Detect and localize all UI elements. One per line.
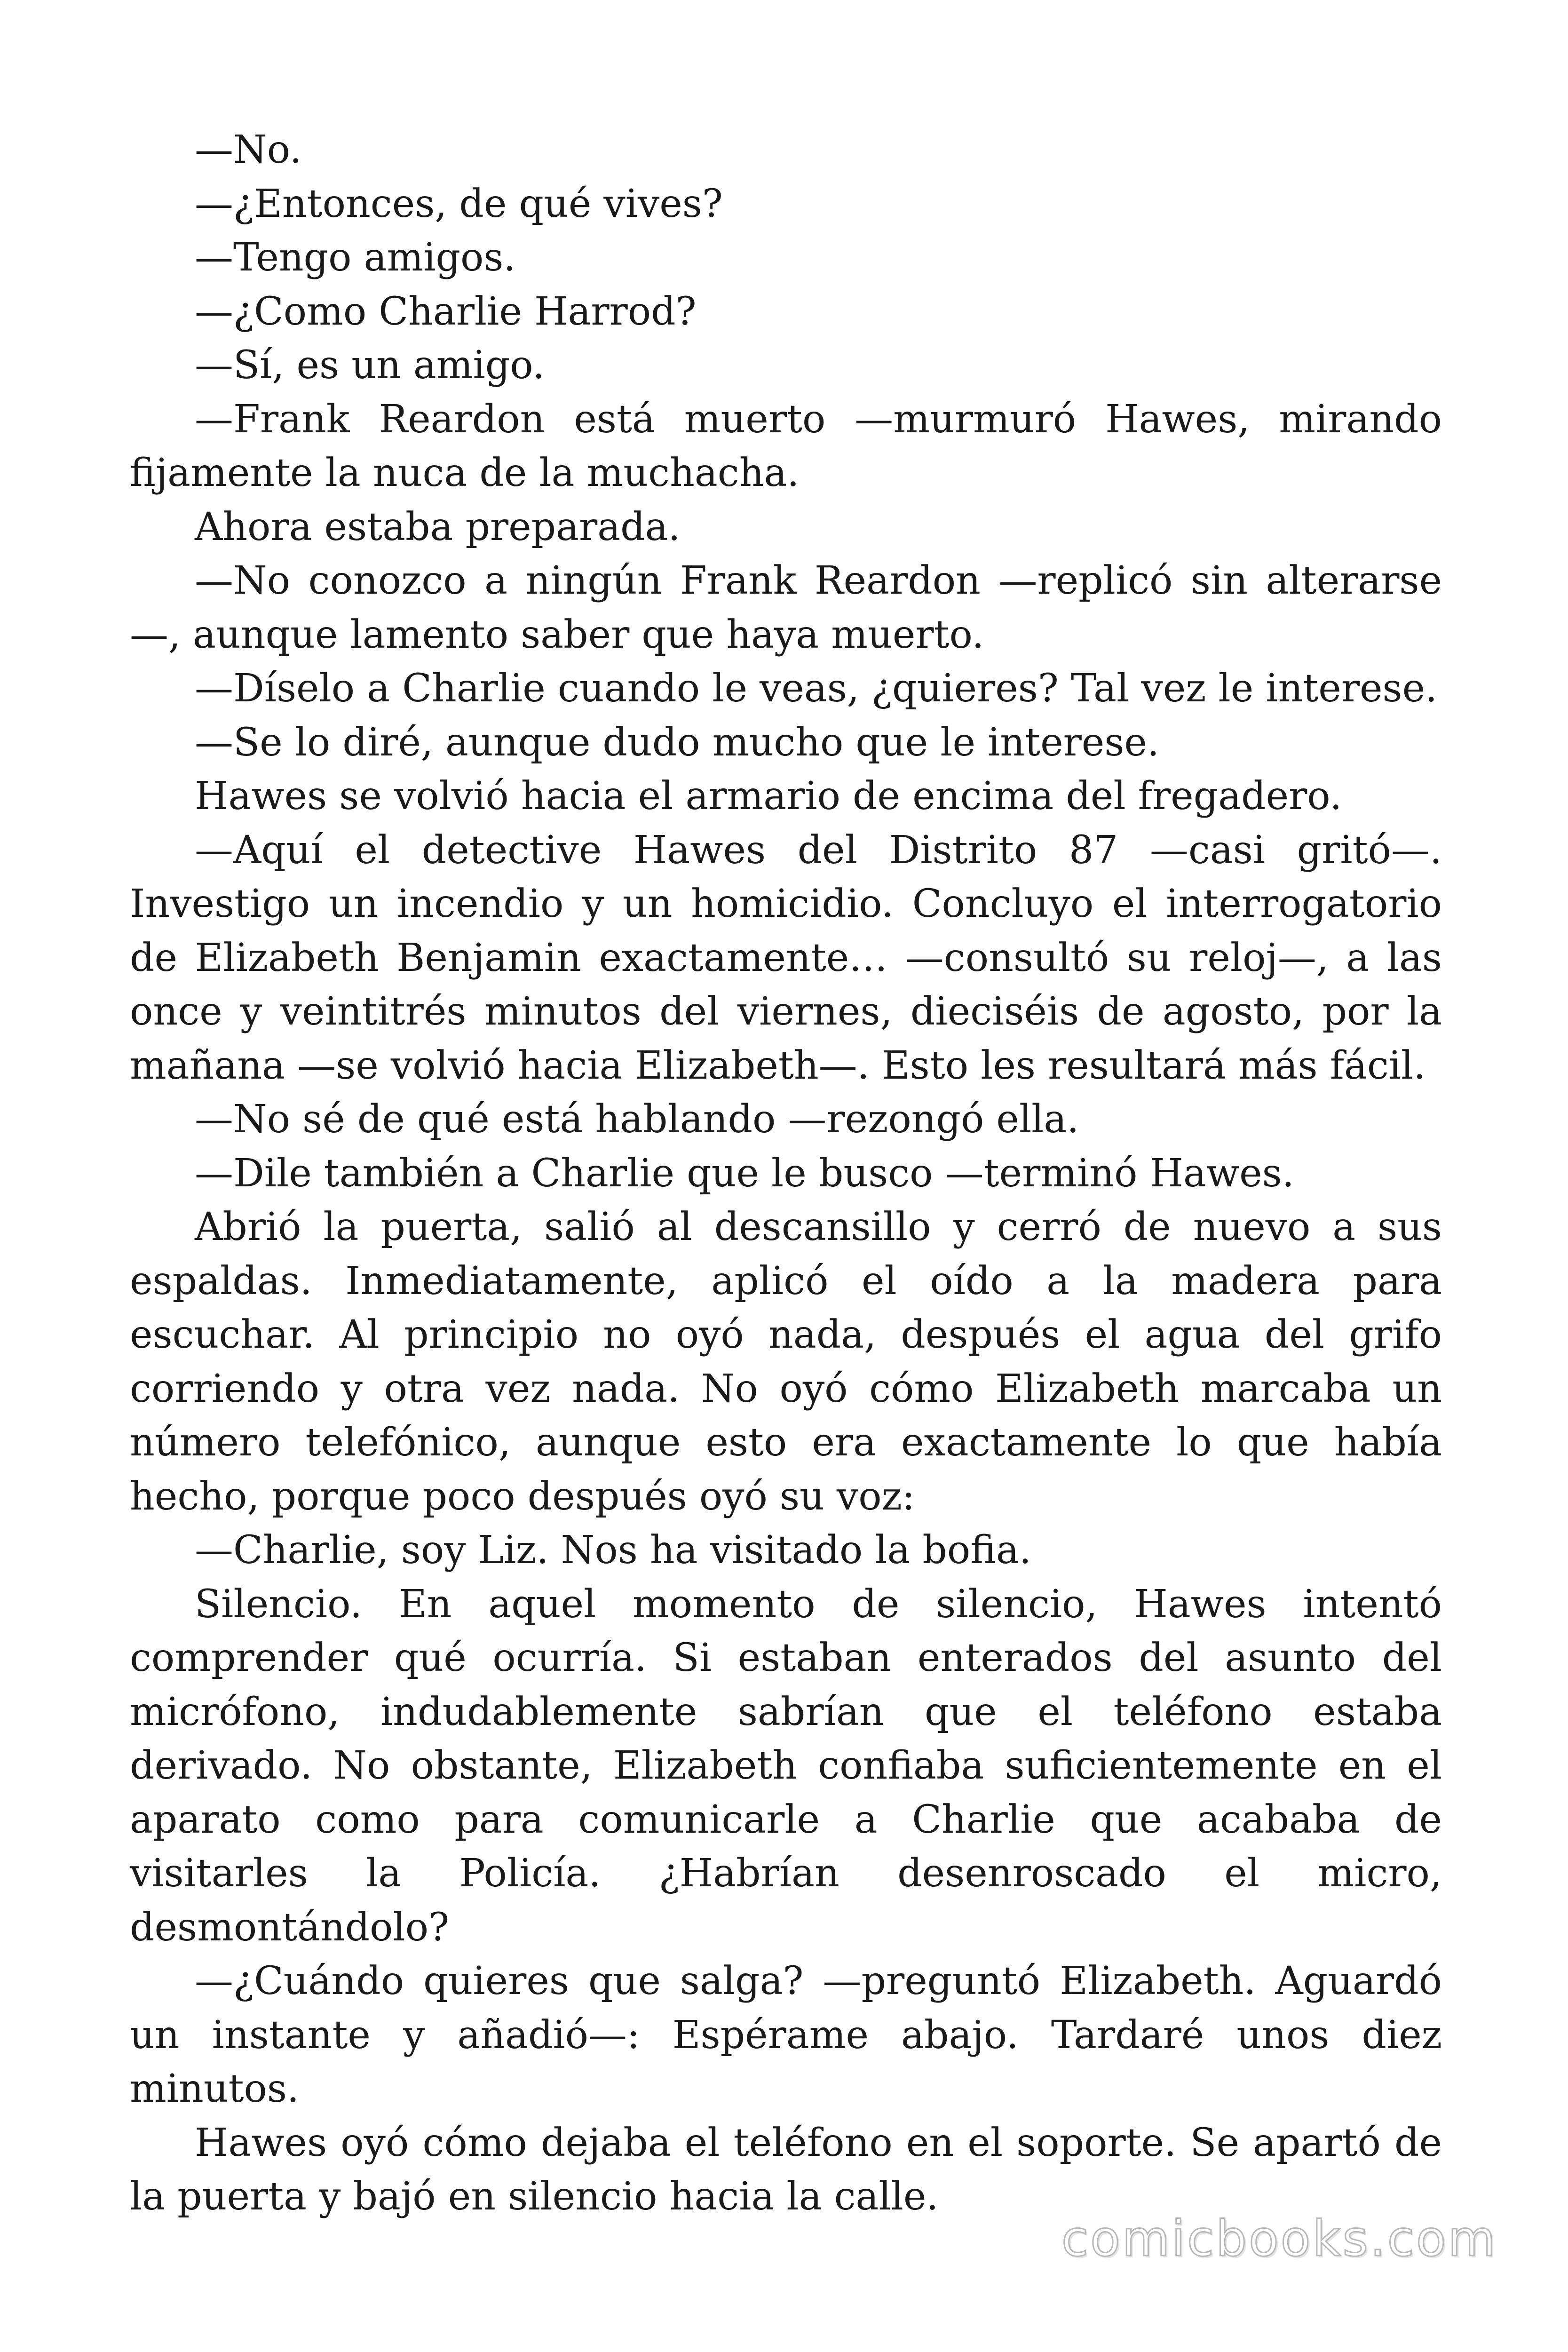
paragraph: Hawes oyó cómo dejaba el teléfono en el soporte. Se apartó de la puerta y bajó en silencio hacia la calle. — [130, 2120, 1442, 2219]
paragraph: —No. — [195, 127, 302, 172]
paragraph: —Frank Reardon está muerto —murmuró Hawes, mirando fijamente la nuca de la muchacha. — [130, 397, 1442, 495]
paragraph: Ahora estaba preparada. — [195, 504, 681, 549]
paragraph: —Díselo a Charlie cuando le veas, ¿quieres? Tal vez le interese. — [195, 666, 1438, 711]
paragraph: —No sé de qué está hablando —rezongó ella. — [195, 1097, 1079, 1142]
paragraph: —Tengo amigos. — [195, 235, 516, 280]
paragraph: —Dile también a Charlie que le busco —terminó Hawes. — [195, 1151, 1294, 1196]
paragraph: Abrió la puerta, salió al descansillo y cerró de nuevo a sus espaldas. Inmediatamente, aplicó el oído a la madera para escuchar. Al principio no oyó nada, después el agua del grifo corriendo y otra vez nada. No oyó cómo Elizabeth marcaba un número telefónico, aunque esto era exactamente lo que había hecho, porque poco después oyó su voz: — [130, 1205, 1442, 1519]
paragraph: —¿Cuándo quieres que salga? —preguntó Elizabeth. Aguardó un instante y añadió—: Espérame abajo. Tardaré unos diez minutos. — [130, 1959, 1442, 2111]
page-body — [130, 123, 1442, 2224]
paragraph: —Charlie, soy Liz. Nos ha visitado la bofia. — [195, 1528, 1031, 1573]
paragraph: —Sí, es un amigo. — [195, 343, 545, 388]
watermark: comicbooks.com — [1061, 2210, 1497, 2267]
paragraph: —Se lo diré, aunque dudo mucho que le interese. — [195, 720, 1160, 765]
paragraph: —Aquí el detective Hawes del Distrito 87 —casi gritó—. Investigo un incendio y un homicidio. Concluyo el interrogatorio de Elizabeth Benjamin exactamente… —consultó su reloj—, a las once y veintitrés minutos del viernes, dieciséis de agosto, por la mañana —se volvió hacia Elizabeth—. Esto les resultará más fácil. — [130, 827, 1442, 1088]
paragraph: Hawes se volvió hacia el armario de encima del fregadero. — [195, 774, 1342, 818]
paragraph: —¿Entonces, de qué vives? — [195, 181, 723, 226]
paragraph: —No conozco a ningún Frank Reardon —replicó sin alterarse—, aunque lamento saber que haya muerto. — [130, 558, 1442, 657]
paragraph: —¿Como Charlie Harrod? — [195, 289, 697, 334]
paragraph: Silencio. En aquel momento de silencio, Hawes intentó comprender qué ocurría. Si estaban enterados del asunto del micrófono, indudablemente sabrían que el teléfono estaba derivado. No obstante, Elizabeth confiaba suficientemente en el aparato como para comunicarle a Charlie que acababa de visitarles la Policía. ¿Habrían desenroscado el micro, desmontándolo? — [130, 1581, 1442, 1950]
